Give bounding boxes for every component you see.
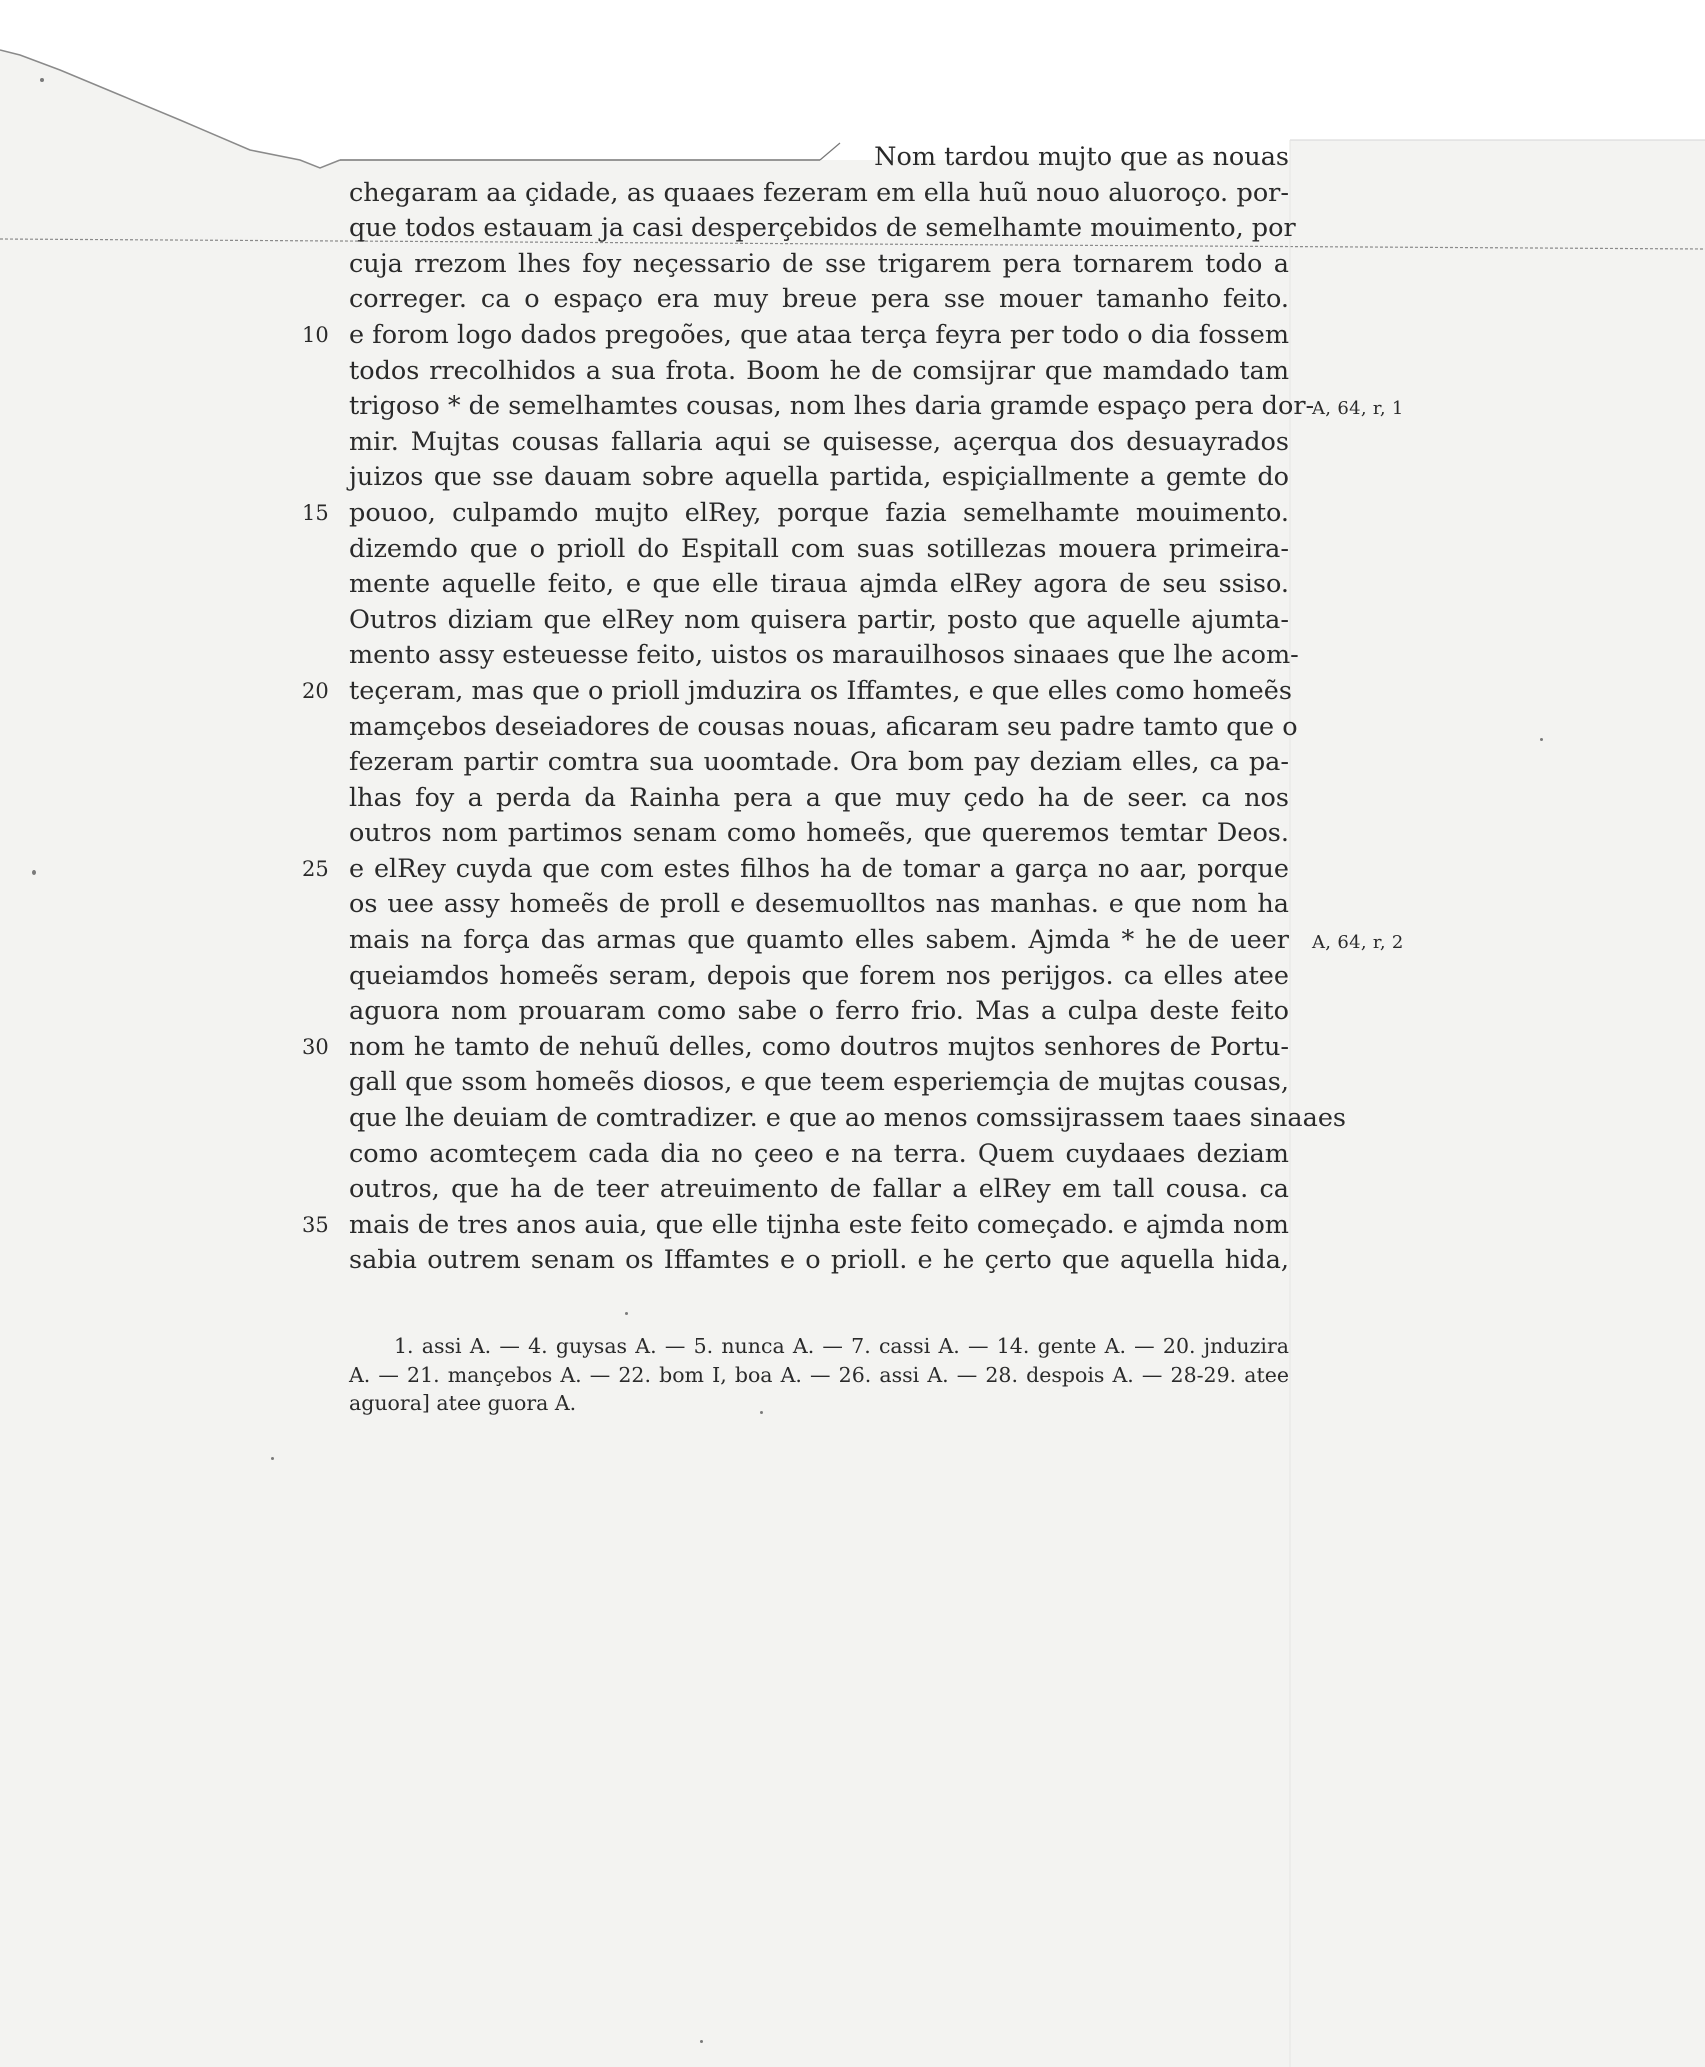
margin-reference: A, 64, r, 1 <box>1312 398 1404 420</box>
line-text: outros, que ha de teer atreuimento de fallar a elRey em tall cousa. ca <box>349 1174 1289 1205</box>
line-number: 15 <box>302 500 329 525</box>
text-line <box>349 1243 1289 1279</box>
line-text: trigoso * de semelhamtes cousas, nom lhes daria gramde espaço pera dor- <box>349 391 1315 422</box>
line-text: Outros diziam que elRey nom quisera partir, posto que aquelle ajumta- <box>349 604 1289 635</box>
text-line <box>349 994 1289 1030</box>
line-number: 10 <box>302 322 329 347</box>
line-text: cuja rrezom lhes foy neçessario de sse trigarem pera tornarem todo a <box>349 248 1289 279</box>
line-text: todos rrecolhidos a sua frota. Boom he de comsijrar que mamdado tam <box>349 355 1289 386</box>
line-text: teçeram, mas que o prioll jmduzira os Iffamtes, e que elles como homeẽs <box>349 675 1292 706</box>
text-line <box>349 1172 1289 1208</box>
text-line <box>302 1208 1289 1244</box>
main-text <box>302 140 1404 1279</box>
line-number: 35 <box>302 1212 329 1237</box>
text-line <box>349 282 1289 318</box>
scan-speck <box>271 1457 274 1460</box>
text-line <box>349 710 1298 746</box>
text-line <box>302 1030 1289 1066</box>
text-line <box>349 1137 1289 1173</box>
scan-speck <box>625 1312 628 1315</box>
text-line <box>349 816 1289 852</box>
line-text: como acomteçem cada dia no çeeo e na terra. Quem cuydaaes deziam <box>349 1138 1289 1169</box>
line-text: pouoo, culpamdo mujto elRey, porque fazia semelhamte mouimento. <box>349 497 1289 528</box>
line-text: outros nom partimos senam como homeẽs, que queremos temtar Deos. <box>349 818 1289 849</box>
line-text: aguora nom prouaram como sabe o ferro frio. Mas a culpa deste feito <box>349 996 1289 1027</box>
text-line <box>349 460 1289 496</box>
line-text: mento assy esteuesse feito, uistos os marauilhosos sinaaes que lhe acom- <box>349 640 1299 671</box>
line-text: mir. Mujtas cousas fallaria aqui se quisesse, açerqua dos desuayrados <box>349 426 1289 457</box>
line-number: 20 <box>302 678 329 703</box>
scan-speck <box>760 1411 763 1414</box>
text-line <box>302 674 1292 710</box>
line-text: que todos estauam ja casi desperçebidos de semelhamte mouimento, por <box>349 213 1296 244</box>
text-line <box>349 603 1289 639</box>
line-text: mais na força das armas que quamto elles sabem. Ajmda * he de ueer <box>349 925 1289 956</box>
text-line <box>349 1065 1289 1101</box>
scan-speck <box>700 2040 703 2043</box>
line-text: gall que ssom homeẽs diosos, e que teem esperiemçia de mujtas cousas, <box>349 1067 1289 1098</box>
text-line <box>349 887 1289 923</box>
text-line <box>302 318 1289 354</box>
line-text: mais de tres anos auia, que elle tijnha este feito começado. e ajmda nom <box>349 1209 1289 1240</box>
line-text: dizemdo que o prioll do Espitall com suas sotillezas mouera primeira- <box>349 533 1289 564</box>
footnote-line: aguora] atee guora A. <box>349 1391 577 1415</box>
text-line <box>349 176 1289 212</box>
scan-speck <box>32 870 36 875</box>
line-text: juizos que sse dauam sobre aquella partida, espiçiallmente a gemte do <box>349 462 1289 493</box>
footnote-line: 1. assi A. — 4. guysas A. — 5. nunca A. — 7. cassi A. — 14. gente A. — 20. jnduzira <box>394 1334 1289 1358</box>
text-line <box>349 745 1289 781</box>
line-text: que lhe deuiam de comtradizer. e que ao menos comssijrassem taaes sinaaes <box>349 1103 1346 1134</box>
text-line <box>302 852 1289 888</box>
line-number: 25 <box>302 856 329 881</box>
line-text: chegaram aa çidade, as quaaes fezeram em ella huũ nouo aluoroço. por- <box>349 177 1289 208</box>
line-text: correger. ca o espaço era muy breue pera sse mouer tamanho feito. <box>349 284 1289 315</box>
footnote-line: A. — 21. mançebos A. — 22. bom I, boa A. — 26. assi A. — 28. despois A. — 28-29. atee <box>349 1362 1289 1387</box>
scan-speck <box>40 78 44 82</box>
text-line <box>302 496 1289 532</box>
text-line <box>349 959 1289 995</box>
text-line <box>349 638 1299 674</box>
line-text: mente aquelle feito, e que elle tiraua ajmda elRey agora de seu ssiso. <box>349 569 1289 600</box>
line-text: Nom tardou mujto que as nouas <box>874 142 1289 172</box>
line-text: sabia outrem senam os Iffamtes e o prioll. e he çerto que aquella hida, <box>349 1245 1289 1276</box>
text-line <box>349 140 1289 176</box>
line-text: lhas foy a perda da Rainha pera a que muy çedo ha de seer. ca nos <box>349 782 1289 813</box>
margin-reference: A, 64, r, 2 <box>1312 932 1404 954</box>
line-number: 30 <box>302 1034 329 1059</box>
text-line <box>349 532 1289 568</box>
text-line <box>349 923 1404 959</box>
text-line <box>349 247 1289 283</box>
text-line <box>349 567 1289 603</box>
line-text: os uee assy homeẽs de proll e desemuolltos nas manhas. e que nom ha <box>349 889 1289 920</box>
line-text: e forom logo dados pregoões, que ataa terça feyra per todo o dia fossem <box>349 319 1289 350</box>
text-line <box>349 781 1289 817</box>
scan-speck <box>1540 738 1543 741</box>
line-text: queiamdos homeẽs seram, depois que forem nos perijgos. ca elles atee <box>349 960 1289 991</box>
text-line <box>349 425 1289 461</box>
text-line <box>349 211 1296 247</box>
line-text: mamçebos deseiadores de cousas nouas, aficaram seu padre tamto que o <box>349 711 1298 742</box>
line-text: nom he tamto de nehuũ delles, como doutros mujtos senhores de Portu- <box>349 1031 1289 1062</box>
text-line <box>349 354 1289 390</box>
line-text: e elRey cuyda que com estes filhos ha de tomar a garça no aar, porque <box>349 853 1289 884</box>
footnotes <box>349 1332 1289 1418</box>
line-text: fezeram partir comtra sua uoomtade. Ora bom pay deziam elles, ca pa- <box>349 747 1289 778</box>
text-line <box>349 389 1404 425</box>
text-line <box>349 1101 1346 1137</box>
